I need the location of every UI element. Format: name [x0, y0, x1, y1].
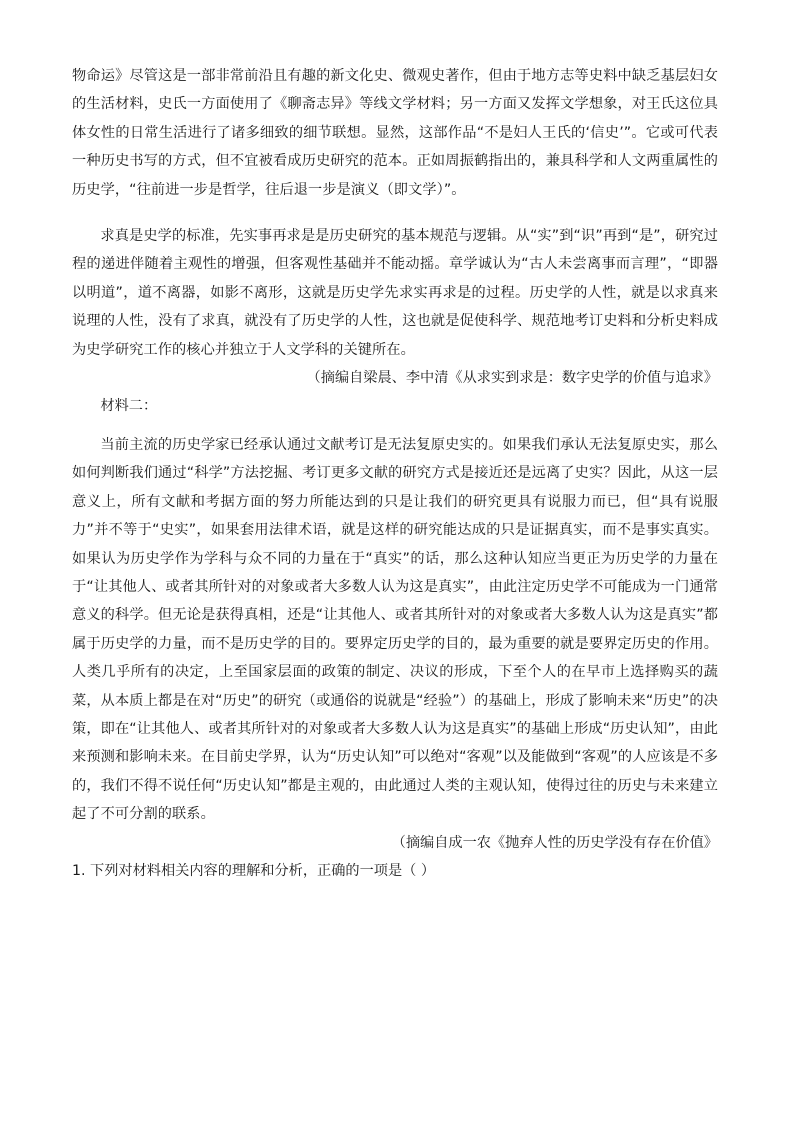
document-page [72, 62, 718, 885]
material-one-paragraph-1: 物命运》尽管这是一部非常前沿且有趣的新文化史、微观史著作，但由于地方志等史料中缺乏基层妇女的生活材料，史氏一方面使用了《聊斋志异》等线文学材料；另一方面又发挥文学想象，对王氏这位具体女性的日常生活进行了诸多细致的细节联想。显然，这部作品“不是妇人王氏的‘信史’”。它或可代表一种历史书写的方式，但不宜被看成历史研究的范本。正如周振鹤指出的，兼具科学和人文两重属性的历史学，“往前进一步是哲学，往后退一步是演义（即文学）”。 [72, 68, 718, 198]
material-two-label: 材料二： [100, 398, 158, 415]
material-two-paragraph-1: 当前主流的历史学家已经承认通过文献考订是无法复原史实的。如果我们承认无法复原史实，那么如何判断我们通过“科学”方法挖掘、考订更多文献的研究方式是接近还是远离了史实？因此，从这一层意义上，所有文献和考据方面的努力所能达到的只是让我们的研究更具有说服力而已，但“具有说服力”并不等于“史实”，如果套用法律术语，就是这样的研究能达成的只是证据真实，而不是事实真实。如果认为历史学作为学科与众不同的力量在于“真实”的话，那么这种认知应当更正为历史学的力量在于“让其他人、或者其所针对的对象或者大多数人认为这是真实”，由此注定历史学不可能成为一门通常意义的科学。但无论是获得真相，还是“让其他人、或者其所针对的对象或者大多数人认为这是真实”都属于历史学的力量，而不是历史学的目的。要界定历史学的目的，最为重要的就是要界定历史的作用。人类几乎所有的决定，上至国家层面的政策的制定、决议的形成，下至个人的在早市上选择购买的蔬菜，从本质上都是在对“历史”的研究（或通俗的说就是“经验”）的基础上，形成了影响未来“历史”的决策，即在“让其他人、或者其所针对的对象或者大多数人认为这是真实”的基础上形成“历史认知”，由此来预测和影响未来。在目前史学界，认为“历史认知”可以绝对“客观”以及能做到“客观”的人应该是不多的，我们不得不说任何“历史认知”都是主观的，由此通过人类的主观认知，使得过往的历史与未来建立起了不可分割的联系。 [72, 436, 718, 823]
material-one-source: （摘编自梁晨、李中清《从求实到求是：数字史学的价值与追求》 [306, 370, 718, 387]
question-1: 1. 下列对材料相关内容的理解和分析，正确的一项是（ ） [72, 862, 436, 879]
material-two-source: （摘编自成一农《抛弃人性的历史学没有存在价值》 [391, 834, 718, 851]
material-one-paragraph-2: 求真是史学的标准，先实事再求是是历史研究的基本规范与逻辑。从“实”到“识”再到“是”，研究过程的递进伴随着主观性的增强，但客观性基础并不能动摇。章学诚认为“古人未尝离事而言理”，“即器以明道”，道不离器，如影不离形，这就是历史学先求实再求是的过程。历史学的人性，就是以求真来说理的人性，没有了求真，就没有了历史学的人性，这也就是促使科学、规范地考订史料和分析史料成为史学研究工作的核心并独立于人文学科的关键所在。 [72, 228, 718, 358]
